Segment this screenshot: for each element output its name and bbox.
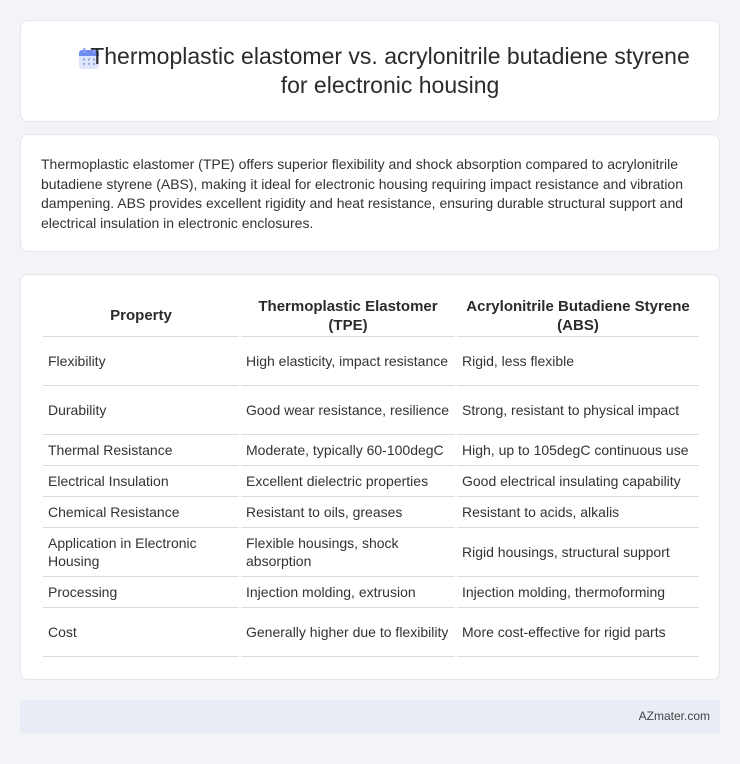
column-header-property: Property: [43, 295, 239, 337]
table-row: [43, 337, 699, 386]
table-row: [43, 386, 699, 435]
table-cell: Generally higher due to flexibility: [241, 608, 455, 657]
table-cell: Moderate, typically 60-100degC: [241, 435, 455, 466]
table-cell: Durability: [43, 386, 239, 435]
table-cell: Injection molding, thermoforming: [457, 577, 699, 608]
table-row: [43, 528, 699, 577]
table-row: [43, 435, 699, 466]
table-cell: Flexibility: [43, 337, 239, 386]
table-cell: Strong, resistant to physical impact: [457, 386, 699, 435]
table-cell: Injection molding, extrusion: [241, 577, 455, 608]
table-cell: Good electrical insulating capability: [457, 466, 699, 497]
table-cell: Flexible housings, shock absorption: [241, 528, 455, 577]
table-row: [43, 497, 699, 528]
table-cell: Electrical Insulation: [43, 466, 239, 497]
comparison-table: [41, 295, 701, 657]
comparison-card: [20, 274, 720, 680]
table-cell: Rigid, less flexible: [457, 337, 699, 386]
footer-bar: [20, 700, 720, 733]
page-title: Thermoplastic elastomer vs. acrylonitrile butadiene styrene for electronic housing: [90, 43, 690, 98]
table-cell: More cost-effective for rigid parts: [457, 608, 699, 657]
table-cell: High elasticity, impact resistance: [241, 337, 455, 386]
table-row: [43, 577, 699, 608]
table-cell: Thermal Resistance: [43, 435, 239, 466]
table-row: [43, 608, 699, 657]
table-cell: Cost: [43, 608, 239, 657]
table-cell: Chemical Resistance: [43, 497, 239, 528]
title-card: [20, 20, 720, 122]
table-cell: Processing: [43, 577, 239, 608]
footer-site-label: AZmater.com: [638, 709, 710, 723]
table-cell: Resistant to oils, greases: [241, 497, 455, 528]
table-row: [43, 466, 699, 497]
column-header-abs: Acrylonitrile Butadiene Styrene (ABS): [457, 295, 699, 337]
table-cell: High, up to 105degC continuous use: [457, 435, 699, 466]
table-cell: Excellent dielectric properties: [241, 466, 455, 497]
intro-card: [20, 134, 720, 252]
table-cell: Rigid housings, structural support: [457, 528, 699, 577]
table-cell: Resistant to acids, alkalis: [457, 497, 699, 528]
intro-paragraph: Thermoplastic elastomer (TPE) offers superior flexibility and shock absorption compared to acrylonitrile butadiene styrene (ABS), making it ideal for electronic housing requiring impact resistance and vibration dampening. ABS provides excellent rigidity and heat resistance, ensuring durable structural support and electrical insulation in electronic enclosures.: [41, 156, 684, 231]
column-header-tpe: Thermoplastic Elastomer (TPE): [241, 295, 455, 337]
table-header-row: [43, 295, 699, 337]
table-cell: Application in Electronic Housing: [43, 528, 239, 577]
table-cell: Good wear resistance, resilience: [241, 386, 455, 435]
